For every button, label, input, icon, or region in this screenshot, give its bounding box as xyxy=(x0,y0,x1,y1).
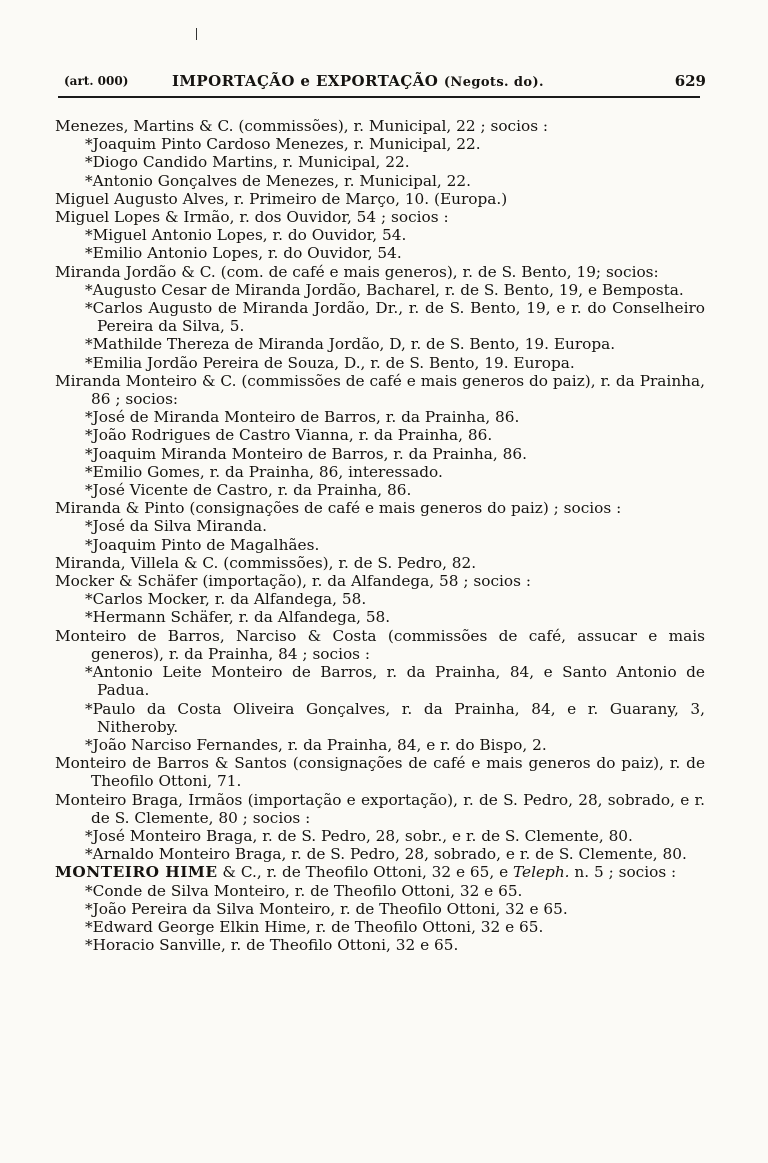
header-article-ref: (art. 000) xyxy=(64,74,129,88)
header-rule xyxy=(58,96,700,98)
partner-line: *Mathilde Thereza de Miranda Jordão, D, r. de S. Bento, 19. Europa. xyxy=(85,335,616,354)
partner-line: *Emilio Gomes, r. da Prainha, 86, interessado. xyxy=(85,462,443,481)
directory-entry: Monteiro de Barros, Narciso & Costa (commissões de café, assucar e mais generos), r. da Prainha, 84 ; socios : xyxy=(55,626,705,663)
firm-address-a: & C., r. de Theofilo Ottoni, 32 e 65, e xyxy=(217,863,514,882)
partner-line: *Emilia Jordão Pereira de Souza, D., r. de S. Bento, 19. Europa. xyxy=(85,353,575,372)
directory-entry-hime xyxy=(55,863,705,881)
entries-list xyxy=(55,117,705,863)
directory-entry: Miranda Jordão & C. (com. de café e mais generos), r. de S. Bento, 19; socios: xyxy=(55,262,659,281)
partner-line: *Hermann Schäfer, r. da Alfandega, 58. xyxy=(85,608,391,627)
header-title xyxy=(172,72,544,90)
partner-line: *Antonio Gonçalves de Menezes, r. Municipal, 22. xyxy=(85,171,471,190)
partner-line: *João Rodrigues de Castro Vianna, r. da Prainha, 86. xyxy=(85,426,493,445)
partner-line: *Emilio Antonio Lopes, r. do Ouvidor, 54. xyxy=(85,244,402,263)
directory-entry: Mocker & Schäfer (importação), r. da Alfandega, 58 ; socios : xyxy=(55,572,531,591)
margin-tick-mark xyxy=(196,28,197,40)
partner-line: *Joaquim Miranda Monteiro de Barros, r. da Prainha, 86. xyxy=(85,444,527,463)
firm-address-b: n. 5 ; socios : xyxy=(569,863,677,882)
partner-line: *Arnaldo Monteiro Braga, r. de S. Pedro, 28, sobrado, e r. de S. Clemente, 80. xyxy=(85,845,687,864)
partner-line: *Joaquim Pinto Cardoso Menezes, r. Municipal, 22. xyxy=(85,135,481,154)
partner-line: *Diogo Candido Martins, r. Municipal, 22. xyxy=(85,153,410,172)
partner-line: *Carlos Mocker, r. da Alfandega, 58. xyxy=(85,590,367,609)
directory-entry: Monteiro Braga, Irmãos (importação e exportação), r. de S. Pedro, 28, sobrado, e r. de S. Clemente, 80 ; socios : xyxy=(55,790,705,827)
directory-entry: Miguel Augusto Alves, r. Primeiro de Março, 10. (Europa.) xyxy=(55,189,508,208)
header-title-sub: (Negots. do). xyxy=(443,75,544,90)
page-header xyxy=(60,72,706,96)
partner-line: *Joaquim Pinto de Magalhães. xyxy=(85,535,320,554)
partner-line: *Horacio Sanville, r. de Theofilo Ottoni, 32 e 65. xyxy=(85,936,459,955)
header-title-main: IMPORTAÇÃO e EXPORTAÇÃO xyxy=(172,72,439,90)
directory-entry: Miguel Lopes & Irmão, r. dos Ouvidor, 54 ; socios : xyxy=(55,208,449,227)
directory-entry: Miranda & Pinto (consignações de café e mais generos do paiz) ; socios : xyxy=(55,499,622,518)
directory-entry: Miranda, Villela & C. (commissões), r. de S. Pedro, 82. xyxy=(55,553,477,572)
partner-line: *João Narciso Fernandes, r. da Prainha, 84, e r. do Bispo, 2. xyxy=(85,735,547,754)
hime-partners-list xyxy=(55,882,705,955)
directory-entry: Menezes, Martins & C. (commissões), r. Municipal, 22 ; socios : xyxy=(55,117,549,135)
partner-line: *Miguel Antonio Lopes, r. do Ouvidor, 54. xyxy=(85,226,407,245)
partner-line: *José Monteiro Braga, r. de S. Pedro, 28, sobr., e r. de S. Clemente, 80. xyxy=(85,826,633,845)
partner-line: *Antonio Leite Monteiro de Barros, r. da Prainha, 84, e Santo Antonio de Padua. xyxy=(85,663,705,700)
partner-line: *Carlos Augusto de Miranda Jordão, Dr., r. de S. Bento, 19, e r. do Conselheiro Pereira da Silva, 5. xyxy=(85,299,705,336)
partner-line: *Paulo da Costa Oliveira Gonçalves, r. da Prainha, 84, e r. Guarany, 3, Nitheroby. xyxy=(85,699,705,736)
partner-line: *José de Miranda Monteiro de Barros, r. da Prainha, 86. xyxy=(85,408,520,427)
partner-line: *Edward George Elkin Hime, r. de Theofilo Ottoni, 32 e 65. xyxy=(85,917,544,936)
partner-line: *José Vicente de Castro, r. da Prainha, 86. xyxy=(85,481,412,500)
page-number: 629 xyxy=(674,72,706,90)
partner-line: *Conde de Silva Monteiro, r. de Theofilo Ottoni, 32 e 65. xyxy=(85,881,523,900)
partner-line: *João Pereira da Silva Monteiro, r. de Theofilo Ottoni, 32 e 65. xyxy=(85,899,568,918)
firm-name-bold: MONTEIRO HIME xyxy=(55,863,218,882)
teleph-abbrev: Teleph. xyxy=(513,863,570,882)
directory-listing xyxy=(55,117,705,954)
partner-line: *Augusto Cesar de Miranda Jordão, Bacharel, r. de S. Bento, 19, e Bemposta. xyxy=(85,280,684,299)
directory-entry: Monteiro de Barros & Santos (consignações de café e mais generos do paiz), r. de Theofilo Ottoni, 71. xyxy=(55,754,705,791)
partner-line: *José da Silva Miranda. xyxy=(85,517,268,536)
directory-entry: Miranda Monteiro & C. (commissões de café e mais generos do paiz), r. da Prainha, 86 ; socios: xyxy=(55,371,705,409)
